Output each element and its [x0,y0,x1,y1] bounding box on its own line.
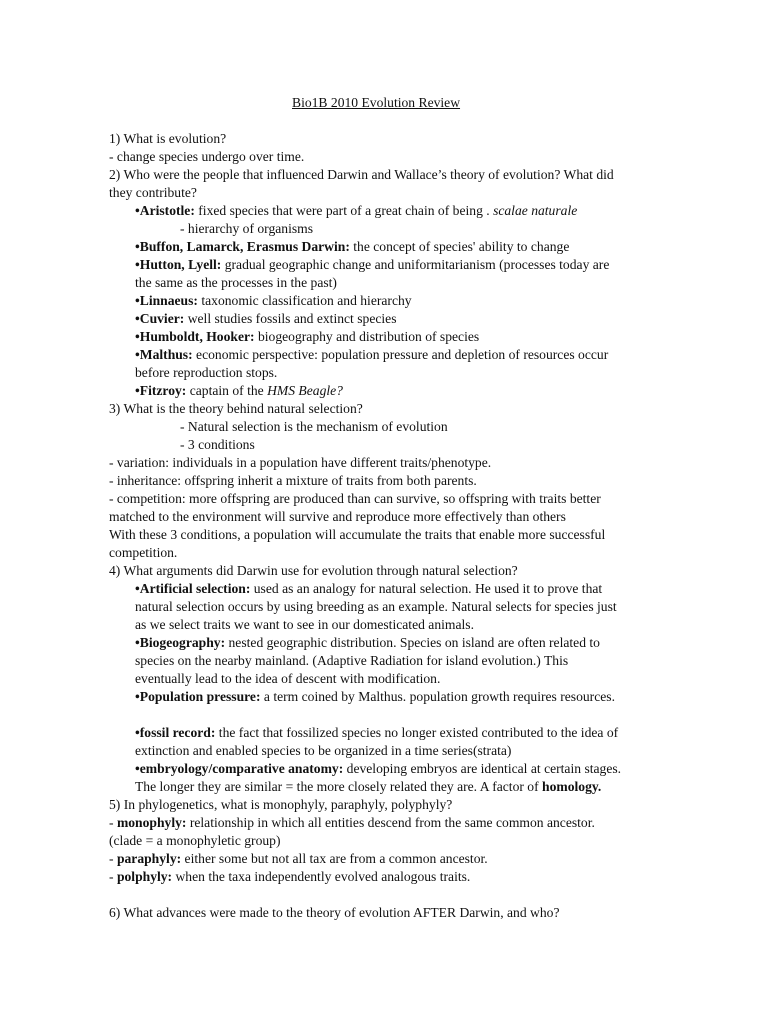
bullet-biogeography [135,634,600,652]
q3-conclusion-2: competition. [109,545,178,560]
aristotle-sub: - hierarchy of organisms [180,221,314,236]
q3-inheritance: - inheritance: offspring inherit a mixture of traits from both parents. [109,473,477,488]
bullet-name: •Aristotle: [135,203,195,218]
biogeo-cont-1: species on the nearby mainland. (Adaptive Radiation for island evolution.) This [135,653,569,668]
q3-competition-1: - competition: more offspring are produced than can survive, so offspring with traits better [109,491,601,506]
bullet-name: •Biogeography: [135,635,226,650]
def-prefix: - [109,815,117,830]
bullet-text: captain of the [186,383,268,398]
bullet-italic: scalae naturale [493,203,578,218]
bullet-malthus [135,346,608,364]
artificial-cont-2: as we select traits we want to see in our domesticated animals. [135,617,474,632]
bullet-humboldt [135,328,479,346]
q3-sub-1: - Natural selection is the mechanism of evolution [180,419,448,434]
bullet-buffon [135,238,569,256]
page-title: Bio1B 2010 Evolution Review [292,95,461,110]
bullet-hutton [135,256,609,274]
bullet-name: •Malthus: [135,347,193,362]
bullet-name: •fossil record: [135,725,216,740]
def-polyphyly [109,868,470,886]
bullet-aristotle [135,202,577,220]
bullet-name: •Artificial selection: [135,581,251,596]
biogeo-cont-2: eventually lead to the idea of descent with modification. [135,671,441,686]
q3-sub-2: - 3 conditions [180,437,255,452]
bullet-embryology [135,760,621,778]
bullet-name: •Humboldt, Hooker: [135,329,255,344]
bullet-text: the fact that fossilized species no longer existed contributed to the idea of [215,725,619,740]
def-paraphyly [109,850,488,868]
answer-1: - change species undergo over time. [109,149,305,164]
bullet-name: •embryology/comparative anatomy: [135,761,344,776]
question-5: 5) In phylogenetics, what is monophyly, paraphyly, polyphyly? [109,797,453,812]
def-prefix: - [109,869,117,884]
def-text: relationship in which all entities descend from the same common ancestor. [186,815,595,830]
question-2-line-1: 2) Who were the people that influenced Darwin and Wallace’s theory of evolution? What did [109,167,614,182]
bullet-cuvier [135,310,397,328]
q3-conclusion-1: With these 3 conditions, a population will accumulate the traits that enable more successful [109,527,606,542]
bullet-fossil-record [135,724,618,742]
bullet-text: the concept of species' ability to change [349,239,570,254]
def-term: monophyly: [116,815,187,830]
bullet-text: a term coined by Malthus. population growth requires resources. [260,689,615,704]
bullet-text: used as an analogy for natural selection. He used it to prove that [250,581,603,596]
bullet-text: nested geographic distribution. Species on island are often related to [225,635,600,650]
bullet-name: •Buffon, Lamarck, Erasmus Darwin: [135,239,350,254]
bullet-name: •Hutton, Lyell: [135,257,222,272]
question-1: 1) What is evolution? [109,131,227,146]
fossil-cont: extinction and enabled species to be organized in a time series(strata) [135,743,512,758]
bullet-linnaeus [135,292,412,310]
bullet-name: •Cuvier: [135,311,185,326]
bullet-text: fixed species that were part of a great chain of being . [194,203,494,218]
bullet-text: well studies fossils and extinct species [184,311,397,326]
bullet-fitzroy [135,382,343,400]
def-text: either some but not all tax are from a common ancestor. [181,851,488,866]
bullet-name: •Fitzroy: [135,383,187,398]
question-2-line-2: they contribute? [109,185,197,200]
bullet-name: •Population pressure: [135,689,261,704]
bullet-population-pressure [135,688,615,706]
bullet-italic: HMS Beagle? [267,383,343,398]
def-prefix: - [109,851,117,866]
bullet-artificial-selection [135,580,602,598]
q3-competition-2: matched to the environment will survive and reproduce more effectively than others [109,509,566,524]
artificial-cont-1: natural selection occurs by using breeding as an example. Natural selects for species just [135,599,617,614]
malthus-cont: before reproduction stops. [135,365,278,380]
bullet-text: taxonomic classification and hierarchy [197,293,412,308]
bullet-name: •Linnaeus: [135,293,198,308]
def-monophyly [109,814,595,832]
bullet-text: economic perspective: population pressure and depletion of resources occur [192,347,609,362]
question-4: 4) What arguments did Darwin use for evolution through natural selection? [109,563,518,578]
def-term: paraphyly: [116,851,182,866]
question-6: 6) What advances were made to the theory of evolution AFTER Darwin, and who? [109,905,560,920]
def-term: polphyly: [116,869,173,884]
hutton-cont: the same as the processes in the past) [135,275,337,290]
question-3: 3) What is the theory behind natural selection? [109,401,363,416]
embryo-cont [135,778,601,796]
bullet-text: gradual geographic change and uniformitarianism (processes today are [221,257,610,272]
bullet-text: developing embryos are identical at certain stages. [343,761,622,776]
bullet-text: biogeography and distribution of species [254,329,480,344]
q3-variation: - variation: individuals in a population have different traits/phenotype. [109,455,492,470]
embryo-cont-text: The longer they are similar = the more closely related they are. A factor of [135,779,543,794]
def-text: when the taxa independently evolved analogous traits. [172,869,471,884]
monophyly-cont: (clade = a monophyletic group) [109,833,281,848]
homology-term: homology. [542,779,602,794]
